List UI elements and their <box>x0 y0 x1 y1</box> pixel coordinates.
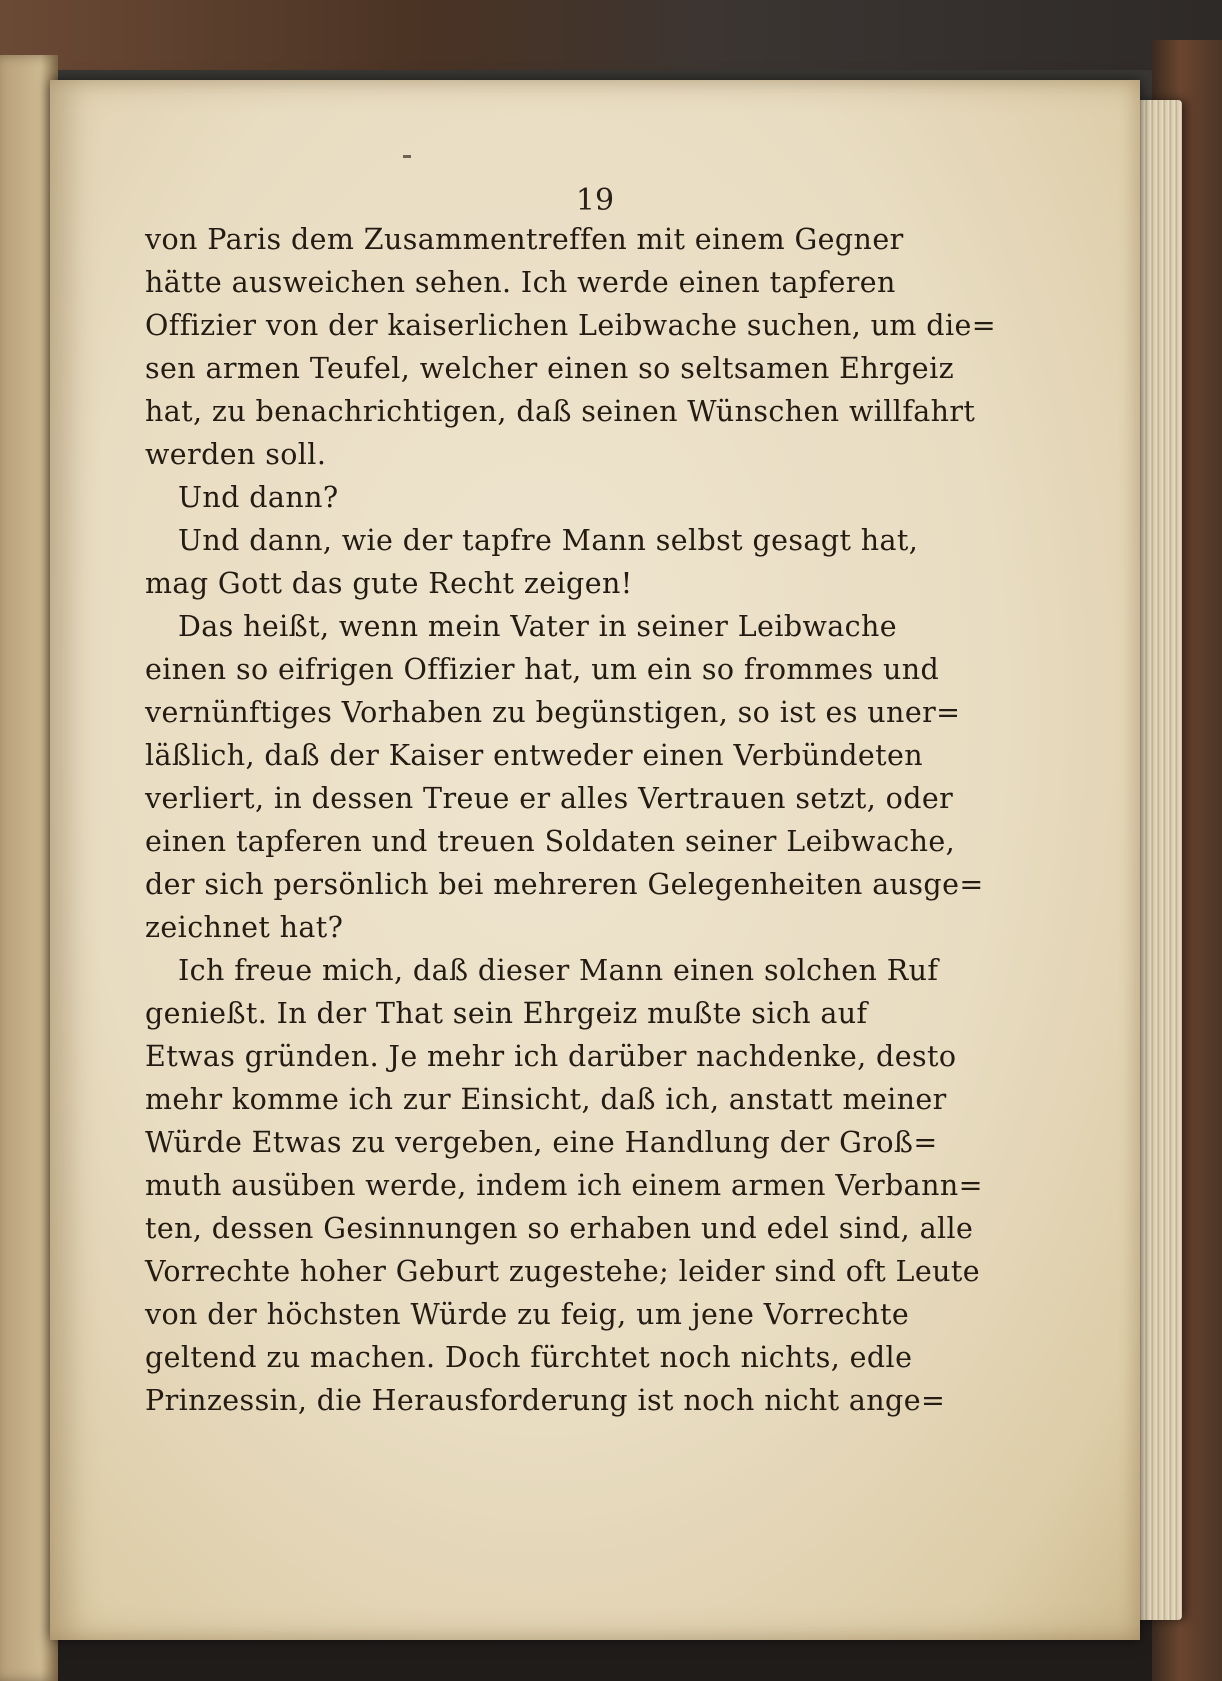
text-line: sen armen Teufel, welcher einen so seltsamen Ehrgeiz <box>145 352 955 385</box>
text-line: werden soll. <box>145 438 327 471</box>
printer-mark <box>403 155 411 158</box>
text-line: Würde Etwas zu vergeben, eine Handlung der Groß= <box>145 1126 938 1159</box>
text-line: ten, dessen Gesinnungen so erhaben und edel sind, alle <box>145 1212 974 1245</box>
text-line: verliert, in dessen Treue er alles Vertrauen setzt, oder <box>145 782 954 815</box>
text-line: muth ausüben werde, indem ich einem armen Verbann= <box>145 1169 983 1202</box>
text-line: Ich freue mich, daß dieser Mann einen solchen Ruf <box>178 954 939 987</box>
page-number: 19 <box>575 183 615 218</box>
text-line: einen tapferen und treuen Soldaten seiner Leibwache, <box>145 825 956 858</box>
text-line: der sich persönlich bei mehreren Gelegenheiten ausge= <box>145 868 984 901</box>
text-line: Prinzessin, die Herausforderung ist noch nicht ange= <box>145 1384 946 1417</box>
text-line: mehr komme ich zur Einsicht, daß ich, anstatt meiner <box>145 1083 947 1116</box>
text-line: genießt. In der That sein Ehrgeiz mußte sich auf <box>145 997 868 1030</box>
text-line: von Paris dem Zusammentreffen mit einem Gegner <box>145 223 904 256</box>
text-line: Etwas gründen. Je mehr ich darüber nachdenke, desto <box>145 1040 957 1073</box>
text-line: Und dann, wie der tapfre Mann selbst gesagt hat, <box>178 524 919 557</box>
text-line: Und dann? <box>178 481 339 514</box>
text-line: mag Gott das gute Recht zeigen! <box>145 567 633 600</box>
text-line: hätte ausweichen sehen. Ich werde einen tapferen <box>145 266 896 299</box>
book-cover-top <box>0 0 1222 70</box>
text-line: Offizier von der kaiserlichen Leibwache suchen, um die= <box>145 309 997 342</box>
text-line: Vorrechte hoher Geburt zugestehe; leider sind oft Leute <box>145 1255 981 1288</box>
text-line: von der höchsten Würde zu feig, um jene Vorrechte <box>145 1298 910 1331</box>
text-line: einen so eifrigen Offizier hat, um ein so frommes und <box>145 653 940 686</box>
text-line: zeichnet hat? <box>145 911 344 944</box>
page-body-text <box>145 218 1045 1422</box>
text-line: vernünftiges Vorhaben zu begünstigen, so ist es uner= <box>145 696 961 729</box>
text-line: läßlich, daß der Kaiser entweder einen Verbündeten <box>145 739 924 772</box>
text-line: hat, zu benachrichtigen, daß seinen Wünschen willfahrt <box>145 395 976 428</box>
text-line: geltend zu machen. Doch fürchtet noch nichts, edle <box>145 1341 913 1374</box>
book-page <box>50 80 1140 1640</box>
text-line: Das heißt, wenn mein Vater in seiner Leibwache <box>178 610 898 643</box>
